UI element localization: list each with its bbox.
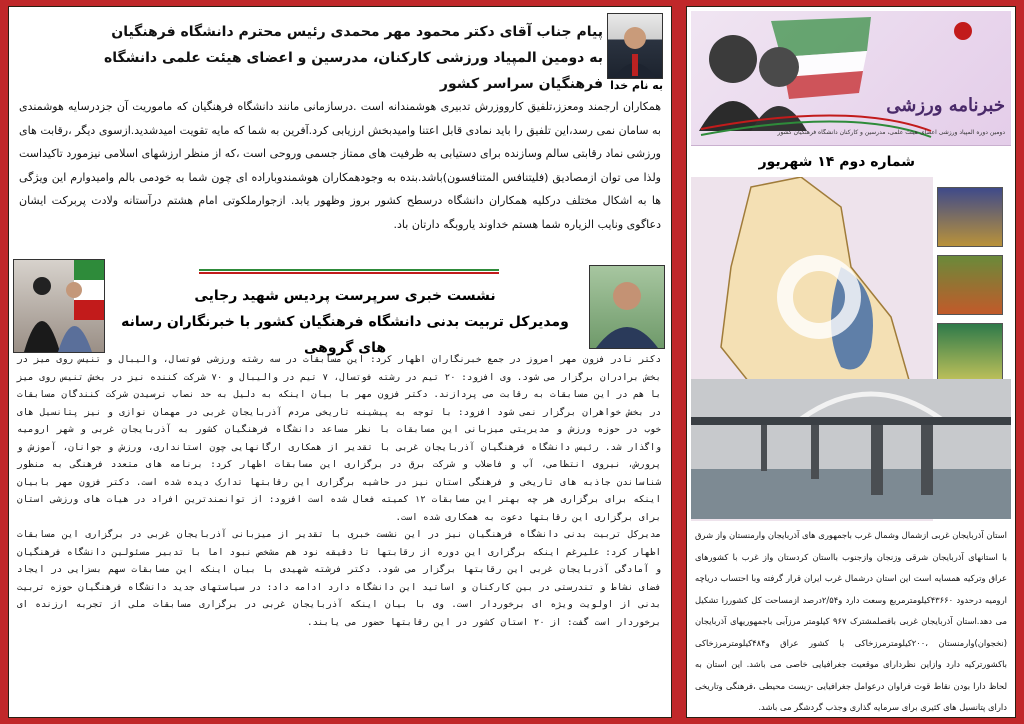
portrait-figure-icon xyxy=(590,266,664,348)
sports-photos xyxy=(937,187,1007,391)
province-description: استان آذربایجان غربی ازشمال وشمال غرب باجمهوری های آذربایجان وارمنستان واز شرق با استانهای آذربایجان شرقی وزنجان وازجنوب بااستان کردستان واز غرب با کشورهای عراق وترکیه همسایه است این استان درشمال غرب ایران قرار گرفته وبا احتساب دریاچه ارومیه درحدود ۴۳۶۶۰کیلومترمربع وسعت دارد و۲/۵۴درصد ازمساحت کل کشوررا تشکیل می دهد.استان آذربایجان غربی بافصلمشترک ۹۶۷ کیلومتر مرزآبی باجمهوریهای آذربایجان (نخجوان)وارمنستان ،۲۰۰کیلومترمرزخاکی با کشور عراق و۴۸۴کیلومترمرزخاکی باکشورترکیه دارد وازاین نظردارای موقعیت جغرافیایی خاصی می باشد. این استان به لحاظ دارا بودن نقاط قوت فراوان درعوامل جغرافیایی -زیست محیطی ،فرهنگی وتاریخی دارای پتانسیل های کثیری برای سرمایه گذاری وجذب گردشگر می باشد. xyxy=(695,530,1007,712)
news-title xyxy=(105,283,585,361)
message-title xyxy=(43,19,603,97)
bismillah: به نام خدا xyxy=(610,79,663,92)
press-figures-icon xyxy=(14,260,104,352)
newsletter-title: خبرنامه ورزشی xyxy=(886,95,1005,116)
sports-photo-futsal xyxy=(937,187,1003,247)
director-portrait xyxy=(589,265,665,349)
divider xyxy=(199,269,499,271)
president-portrait xyxy=(607,13,663,79)
banner-art-icon xyxy=(691,11,1011,145)
right-panel xyxy=(686,6,1016,718)
divider xyxy=(199,272,499,274)
news-title-line2: ومدیرکل تربیت بدنی دانشگاه فرهنگیان کشور با خبرنگاران رسانه های گروهی xyxy=(121,314,569,356)
sports-photo-volleyball xyxy=(937,255,1003,315)
message-title-line1: پیام جناب آقای دکتر محمود مهر محمدی رئیس محترم دانشگاه فرهنگیان xyxy=(111,24,603,40)
press-conference-photo xyxy=(13,259,105,353)
news-body xyxy=(17,351,661,631)
message-body: همکاران ارجمند ومعزز،تلفیق کارووزرش تدبیری هوشمندانه است .درسازمانی مانند دانشگاه فرهنگیان که ماموریت آن جزدرسایه هوشمندی به سامان نمی رسد،این تلفیق را باید نمادی قابل اعتنا وامیدبخش ارزیابی کرد.آفرین به شما که مایه تقویت امیدشدید.ازسوی دیگر ،رقابت های ورزشی نماد رقابتی سالم وسازنده برای دستیابی به ظرفیت های ممتاز جسمی وروحی است ،که از منظر ارزشهای اسلامی نیزمورد تاکیداست ولذا می توان ازمصادیق (فلیتنافس المتنافسون)باشد.بنده به وجودهمکاران هوشمندوباراده ای چون شما به خودمی بالم وامیدوارم این ویژگی ها به اشکال مختلف درکلیه همکاران دانشگاه درسطح کشور بروز وظهور یابد. ازجوارملکوتی امام هشتم درآستانه ولادت پربرکت ایشان دعاگوی ونایب الزیاره شما هستم خداوند یاروبگه دارتان باد. xyxy=(19,100,661,231)
bridge-icon xyxy=(691,379,1011,519)
issue-label: شماره دوم ۱۴ شهریور xyxy=(693,147,921,177)
sports-photo-table-tennis xyxy=(937,323,1003,383)
newsletter-subtitle: دومین دوره المپیاد ورزشی اعضای هیئت علمی، مدرسین و کارکنان دانشگاه فرهنگیان کشور xyxy=(777,129,1005,136)
left-panel xyxy=(8,6,672,718)
newsletter-banner xyxy=(691,11,1011,146)
news-paragraph: دکتر نادر فزون مهر امروز در جمع خبرنگاران اظهار کرد: این مسابقات در سه رشته ورزشی فوتسال، والیبال و تنیس روی میز در بخش برادران برگزار می شود. وی افزود: ۲۰ تیم در رشته فوتسال، ۷ تیم در والیبال و ۷۰ شرکت کننده نیز در بخش تنیس روی میز با هم در این مسابقات به رقابت می پردازند. دکتر فزون مهر با بیان اینکه به دلیل به حد نصاب نرسیدن شرکت کنندگان مسابقات در بخش خواهران برگزار نمی شود افزود: با توجه به پیشینه تاریخی مردم آذربایجان غربی در مهمان نوازی و نیز پتانسیل های خوب در حوزه ورزش و مدیریتی میزبانی این مسابقات با نظر مساعد دانشگاه فرهنگیان کشور به آذربایجان غربی و شهر ارومیه واگذار شد. رئیس دانشگاه فرهنگیان آذربایجان غربی با تقدیر از همکاری ارگانهایی چون استانداری، ورزش و جوانان، آموزش و پرورش، نیروی انتظامی، آب و فاضلاب و شرکت برق در برگزاری این مسابقات اظهار کرد: برنامه های متعدد فرهنگی به منظور شناساندن جاذبه های تاریخی و فرهنگی استان نیز در حاشیه برگزاری این رقابتها تدارک دیده شده است. دکتر فزون مهر بابیان اینکه برای برگزاری هر چه بهتر این مسابقات ۱۲ کمیته فعال شده است افزود: از توانمندترین افراد در هیات های ورزشی استان برای برگزاری این رقابتها دعوت به همکاری شده است. xyxy=(17,354,661,523)
portrait-figure-icon xyxy=(608,14,662,78)
news-title-line1: نشست خبری سرپرست پردیس شهید رجایی xyxy=(194,288,496,304)
news-paragraph: مدیرکل تربیت بدنی دانشگاه فرهنگیان نیز در این نشست خبری با تقدیر از میزبانی آذربایجان غربی در برگزاری این مسابقات اظهار کرد: علیرغم اینکه برگزاری این دوره از رقابتها تا دقیقه نود هم مشخص نبود اما با تدبیر مسئولین دانشگاه فرهنگیان و آمادگی آذربایجان غربی این رقابتها برگزار می شود. دکتر فرشته شهیدی با بیان اینکه این مسابقات سهم بسزایی در ایجاد فضای نشاط و تندرستی در بین کارکنان و اساتید این دانشگاه دارد ادامه داد: در سیاستهای جدید دانشگاه فرهنگیان حوزه تربیت بدنی از اولویت ویژه ای برخوردار است. وی با بیان اینکه آذربایجان غربی در برگزاری مسابقات ملی از تجربه ارزنده ای برخوردار است گفت: از ۲۰ استان کشور در این رقابتها حضور می یابند. xyxy=(17,529,661,628)
bridge-photo xyxy=(691,379,1011,519)
message-title-line2: به دومین المپیاد ورزشی کارکنان، مدرسین و اعضای هیئت علمی دانشگاه فرهنگیان سراسر کشور xyxy=(103,50,603,92)
